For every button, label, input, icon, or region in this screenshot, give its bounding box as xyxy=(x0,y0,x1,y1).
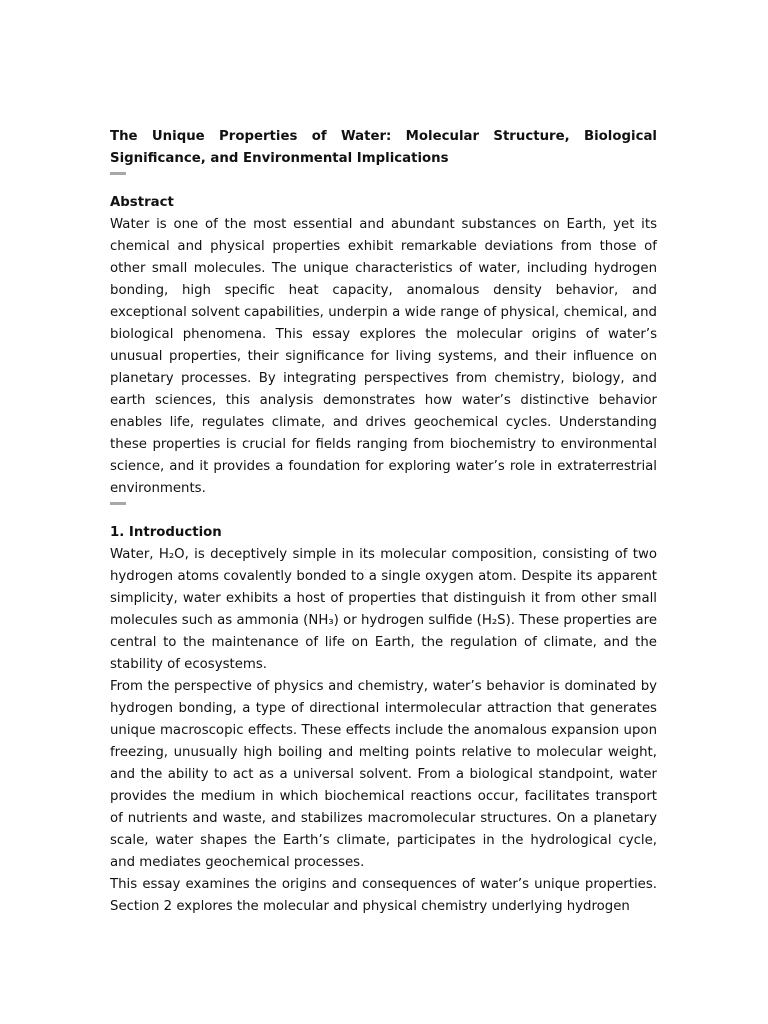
document-title: The Unique Properties of Water: Molecular Structure, Biological Significance, and Environmental Implications xyxy=(110,129,657,166)
document-body xyxy=(110,126,657,918)
section-divider xyxy=(110,502,126,505)
introduction-heading: 1. Introduction xyxy=(110,525,222,540)
introduction-paragraph: From the perspective of physics and chemistry, water’s behavior is dominated by hydrogen bonding, a type of directional intermolecular attraction that generates unique macroscopic effects. These effects include the anomalous expansion upon freezing, unusually high boiling and melting points relative to molecular weight, and the ability to act as a universal solvent. From a biological standpoint, water provides the medium in which biochemical reactions occur, facilitates transport of nutrients and waste, and stabilizes macromolecular structures. On a planetary scale, water shapes the Earth’s climate, participates in the hydrological cycle, and mediates geochemical processes. xyxy=(110,679,657,870)
introduction-paragraph: This essay examines the origins and consequences of water’s unique properties. Section 2 explores the molecular and physical chemistry underlying hydrogen xyxy=(110,877,657,914)
abstract-text: Water is one of the most essential and abundant substances on Earth, yet its chemical and physical properties exhibit remarkable deviations from those of other small molecules. The unique characteristics of water, including hydrogen bonding, high specific heat capacity, anomalous density behavior, and exceptional solvent capabilities, underpin a wide range of physical, chemical, and biological phenomena. This essay explores the molecular origins of water’s unusual properties, their significance for living systems, and their influence on planetary processes. By integrating perspectives from chemistry, biology, and earth sciences, this analysis demonstrates how water’s distinctive behavior enables life, regulates climate, and drives geochemical cycles. Understanding these properties is crucial for fields ranging from biochemistry to environmental science, and it provides a foundation for exploring water’s role in extraterrestrial environments. xyxy=(110,217,657,496)
section-divider xyxy=(110,172,126,175)
introduction-paragraph: Water, H₂O, is deceptively simple in its molecular composition, consisting of two hydrogen atoms covalently bonded to a single oxygen atom. Despite its apparent simplicity, water exhibits a host of properties that distinguish it from other small molecules such as ammonia (NH₃) or hydrogen sulfide (H₂S). These properties are central to the maintenance of life on Earth, the regulation of climate, and the stability of ecosystems. xyxy=(110,547,657,672)
abstract-heading: Abstract xyxy=(110,195,174,210)
